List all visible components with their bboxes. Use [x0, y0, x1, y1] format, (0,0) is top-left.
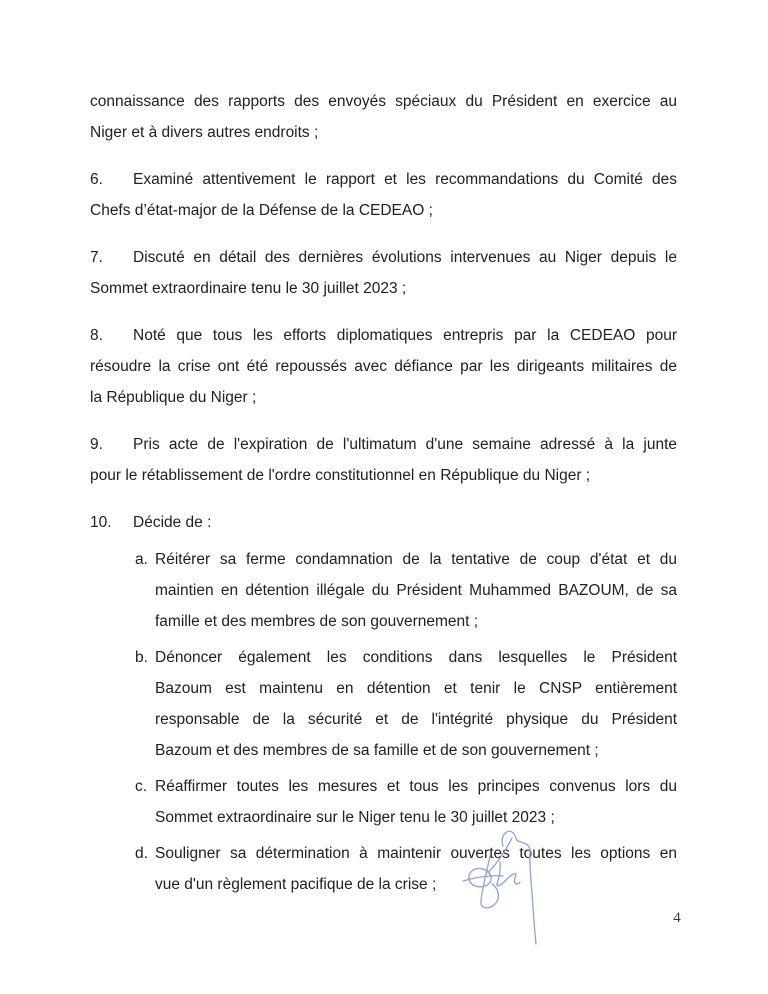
item-number: 7. [90, 249, 103, 266]
item-number: 9. [90, 436, 103, 453]
decision-list [90, 544, 677, 900]
paragraph-8 [90, 320, 677, 413]
decision-item-d [135, 838, 677, 900]
paragraph-6 [90, 164, 677, 226]
item-number: 8. [90, 327, 103, 344]
text-segment: Noté que tous les efforts diplomatiques entrepris par la CEDEAO pour [133, 327, 677, 344]
text-line [90, 507, 677, 538]
text-segment: Examiné attentivement le rapport et les recommandations du Comité des [133, 171, 677, 188]
list-marker: c. [135, 778, 148, 795]
text-segment: Réitérer sa ferme condamnation de la tentative de coup d'état et du [155, 551, 677, 568]
text-line: vue d'un règlement pacifique de la crise ; [155, 876, 437, 893]
text-segment: Réaffirmer toutes les mesures et tous les principes convenus lors du [155, 778, 677, 795]
text-segment: Dénoncer également les conditions dans lesquelles le Président [155, 649, 677, 666]
text-line: Bazoum et des membres de sa famille et de son gouvernement ; [155, 742, 599, 759]
text-segment: Souligner sa détermination à maintenir ouvertes toutes les options en [155, 845, 677, 862]
list-marker: a. [135, 551, 148, 568]
paragraph-10 [90, 507, 677, 538]
text-segment: Décide de : [133, 514, 212, 531]
text-line: famille et des membres de son gouvernement ; [155, 613, 479, 630]
page-number: 4 [673, 910, 681, 926]
text-line [135, 544, 677, 575]
text-line [90, 429, 677, 460]
decision-item-c [135, 771, 677, 833]
text-line [135, 838, 677, 869]
text-line: responsable de la sécurité et de l'intégrité physique du Président [155, 711, 677, 728]
list-marker: b. [135, 649, 148, 666]
item-number: 6. [90, 171, 103, 188]
text-segment: Discuté en détail des dernières évolutions intervenues au Niger depuis le [133, 249, 677, 266]
text-line: la République du Niger ; [90, 389, 257, 406]
decision-item-a [135, 544, 677, 637]
text-line: Bazoum est maintenu en détention et tenir le CNSP entièrement [155, 680, 677, 697]
text-line: résoudre la crise ont été repoussés avec défiance par les dirigeants militaires de [90, 358, 677, 375]
text-line: maintien en détention illégale du Président Muhammed BAZOUM, de sa [155, 582, 677, 599]
text-line: Chefs d’état-major de la Défense de la CEDEAO ; [90, 202, 433, 219]
item-number: 10. [90, 514, 112, 531]
paragraph-continuation [90, 86, 677, 148]
list-marker: d. [135, 845, 148, 862]
paragraph-9 [90, 429, 677, 491]
text-line: Sommet extraordinaire tenu le 30 juillet 2023 ; [90, 280, 407, 297]
text-line [90, 164, 677, 195]
decision-item-b [135, 642, 677, 766]
text-line: pour le rétablissement de l'ordre constitutionnel en République du Niger ; [90, 467, 591, 484]
text-line [135, 642, 677, 673]
text-line: Sommet extraordinaire sur le Niger tenu le 30 juillet 2023 ; [155, 809, 555, 826]
text-segment: Pris acte de l'expiration de l'ultimatum d'une semaine adressé à la junte [133, 436, 677, 453]
text-line [135, 771, 677, 802]
text-line: Niger et à divers autres endroits ; [90, 124, 319, 141]
text-line: connaissance des rapports des envoyés spéciaux du Président en exercice au [90, 93, 677, 110]
text-line [90, 242, 677, 273]
paragraph-7 [90, 242, 677, 304]
text-line [90, 320, 677, 351]
document-body [90, 86, 677, 900]
